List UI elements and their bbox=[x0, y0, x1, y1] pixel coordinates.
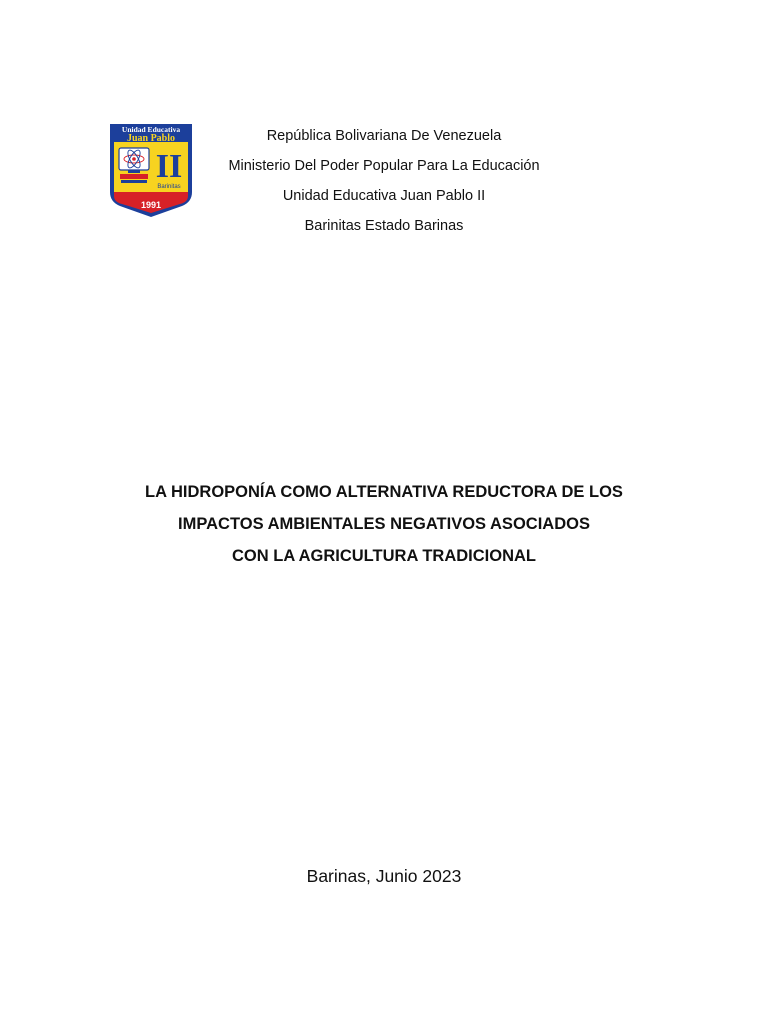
logo-year-text: 1991 bbox=[140, 200, 162, 210]
logo-town-text: Barinitas bbox=[157, 184, 181, 190]
header-school: Unidad Educativa Juan Pablo II bbox=[282, 188, 486, 204]
header-location: Barinitas Estado Barinas bbox=[304, 218, 464, 234]
place-and-date: Barinas, Junio 2023 bbox=[306, 866, 462, 886]
institution-header bbox=[0, 121, 768, 241]
header-country: República Bolivariana De Venezuela bbox=[266, 128, 502, 144]
document-title bbox=[0, 476, 768, 572]
title-line-1: LA HIDROPONÍA COMO ALTERNATIVA REDUCTORA DE LOS bbox=[145, 483, 623, 501]
title-line-2: IMPACTOS AMBIENTALES NEGATIVOS ASOCIADOS bbox=[178, 515, 590, 533]
logo-name-text: Juan Pablo bbox=[126, 133, 176, 144]
title-line-3: CON LA AGRICULTURA TRADICIONAL bbox=[232, 547, 536, 565]
logo-top-text: Unidad Educativa bbox=[121, 125, 181, 134]
logo-numeral: II bbox=[155, 148, 183, 185]
header-ministry: Ministerio Del Poder Popular Para La Educación bbox=[228, 158, 540, 174]
